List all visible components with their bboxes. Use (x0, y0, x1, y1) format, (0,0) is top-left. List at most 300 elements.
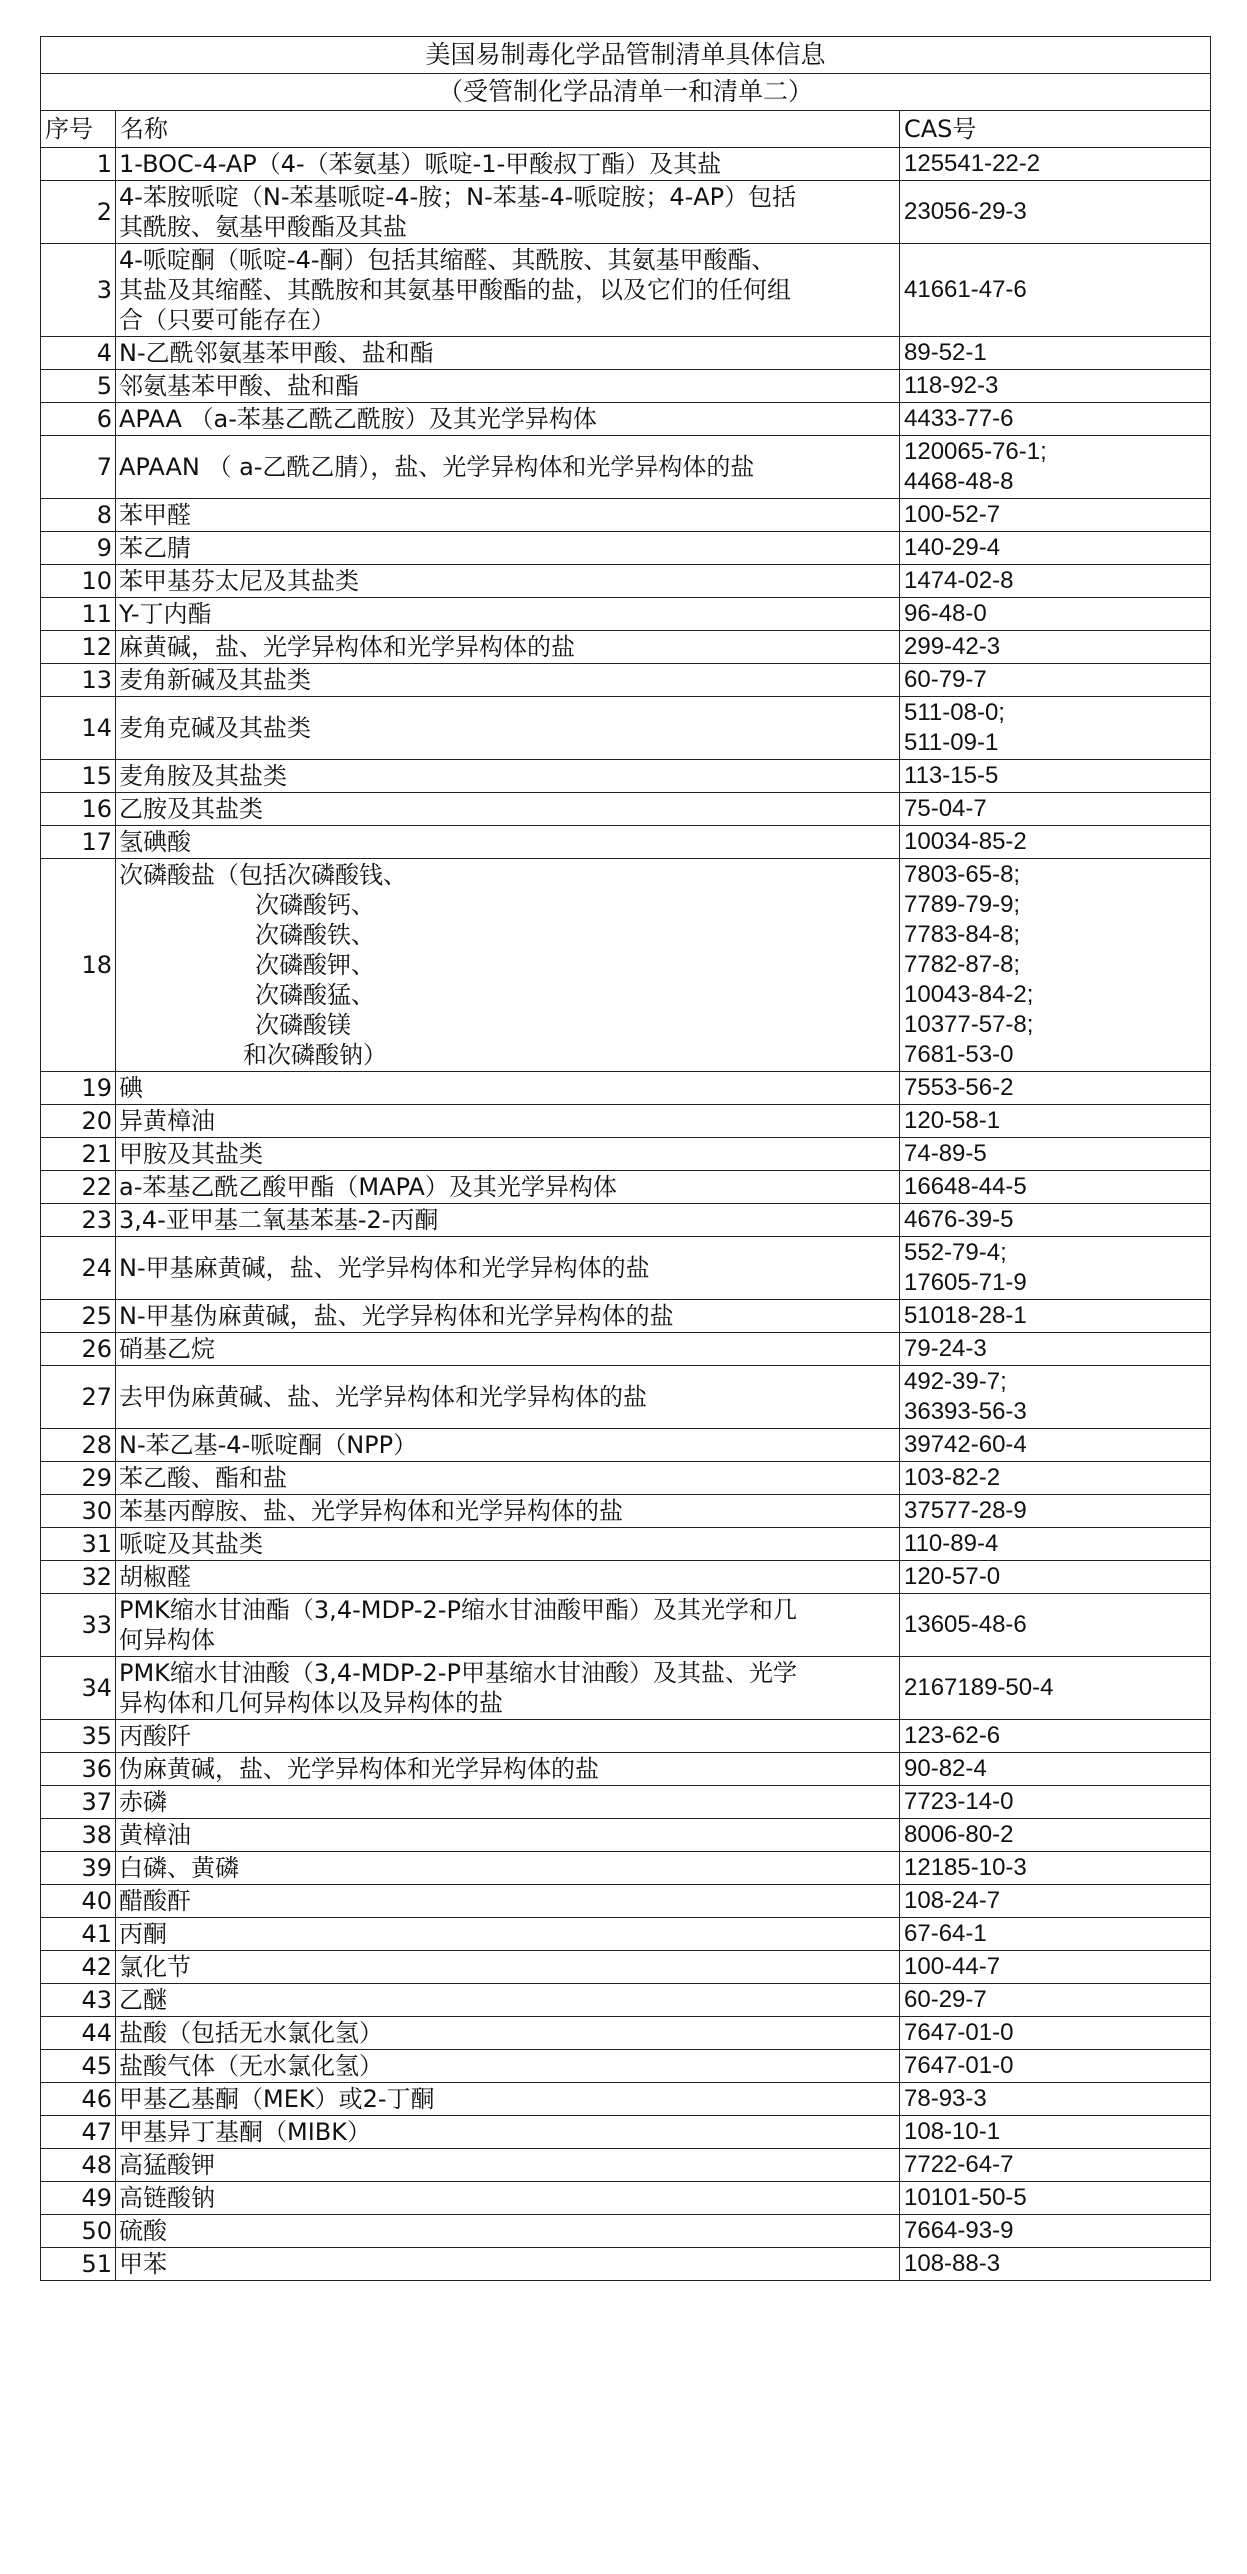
cas-number-line: 51018-28-1 (904, 1302, 1027, 1329)
cas-number-line: 7664-93-9 (904, 2217, 1014, 2244)
cas-number (900, 1237, 1211, 1300)
cas-number-line: 7803-65-8; (904, 861, 1021, 888)
row-number: 44 (41, 2017, 116, 2050)
cas-number (900, 499, 1211, 532)
chemical-name-line: 丙酮 (119, 1920, 167, 1948)
cas-number-line: 140-29-4 (904, 534, 1001, 561)
cas-number (900, 244, 1211, 337)
chemical-name-line: 甲基异丁基酮（MIBK） (119, 2118, 371, 2146)
cas-number-line: 8006-80-2 (904, 1821, 1014, 1848)
cas-number (900, 2182, 1211, 2215)
cas-number-line: 89-52-1 (904, 339, 987, 366)
row-number: 19 (41, 1072, 116, 1105)
table-row (41, 1462, 1211, 1495)
row-number: 39 (41, 1852, 116, 1885)
header-row (41, 111, 1211, 148)
chemical-name (116, 532, 900, 565)
table-row (41, 598, 1211, 631)
chemical-name (116, 1852, 900, 1885)
table-row (41, 148, 1211, 181)
chemical-name-line: 1-BOC-4-AP（4-（苯氨基）哌啶-1-甲酸叔丁酯）及其盐 (119, 150, 722, 178)
table-row (41, 2116, 1211, 2149)
chemical-name-line: 麦角胺及其盐类 (119, 762, 287, 790)
chemical-name-line: 次磷酸镁 (255, 1011, 351, 1039)
cas-number-line: 60-29-7 (904, 1986, 987, 2013)
row-number: 27 (41, 1366, 116, 1429)
cas-number (900, 2116, 1211, 2149)
table-row (41, 1333, 1211, 1366)
cas-number-line: 120-57-0 (904, 1563, 1001, 1590)
chemical-name-line: 硫酸 (119, 2217, 167, 2245)
row-number: 47 (41, 2116, 116, 2149)
row-number: 1 (41, 148, 116, 181)
cas-number-line: 492-39-7; (904, 1368, 1007, 1395)
row-number: 4 (41, 337, 116, 370)
row-number: 3 (41, 244, 116, 337)
cas-number-line: 75-04-7 (904, 795, 987, 822)
row-number: 11 (41, 598, 116, 631)
chemical-name-line: 苯乙腈 (119, 534, 191, 562)
chemical-name (116, 565, 900, 598)
chemical-name-line: 氯化节 (119, 1953, 191, 1981)
table-row (41, 565, 1211, 598)
chemical-name-line: 麻黄碱，盐、光学异构体和光学异构体的盐 (119, 633, 575, 661)
table-row (41, 2017, 1211, 2050)
table-row (41, 1594, 1211, 1657)
cas-number-line: 4468-48-8 (904, 468, 1014, 495)
cas-number (900, 793, 1211, 826)
header-no: 序号 (41, 111, 116, 148)
chemical-name-line: 和次磷酸钠） (243, 1041, 387, 1069)
row-number: 16 (41, 793, 116, 826)
table-row (41, 1105, 1211, 1138)
cas-number-line: 16648-44-5 (904, 1173, 1027, 1200)
cas-number-line: 78-93-3 (904, 2085, 987, 2112)
chemical-name (116, 2116, 900, 2149)
cas-number (900, 181, 1211, 244)
row-number: 35 (41, 1720, 116, 1753)
table-row (41, 1852, 1211, 1885)
row-number: 37 (41, 1786, 116, 1819)
chemical-name-line: 苯甲醛 (119, 501, 191, 529)
row-number: 8 (41, 499, 116, 532)
row-number: 41 (41, 1918, 116, 1951)
cas-number (900, 1105, 1211, 1138)
chemical-name-line: 次磷酸盐（包括次磷酸钱、 (119, 861, 407, 889)
cas-number-line: 113-15-5 (904, 762, 999, 789)
chemical-name-line: 丙酸阡 (119, 1722, 191, 1750)
table-title: 美国易制毒化学品管制清单具体信息 (41, 37, 1211, 74)
chemical-name-line: N-甲基麻黄碱，盐、光学异构体和光学异构体的盐 (119, 1254, 650, 1282)
row-number: 51 (41, 2248, 116, 2281)
table-row (41, 1561, 1211, 1594)
chemical-name-line: 乙胺及其盐类 (119, 795, 263, 823)
table-row (41, 532, 1211, 565)
chemical-name (116, 1561, 900, 1594)
row-number: 28 (41, 1429, 116, 1462)
table-row (41, 1138, 1211, 1171)
chemical-name (116, 181, 900, 244)
table-row (41, 1237, 1211, 1300)
row-number: 38 (41, 1819, 116, 1852)
chemical-name-line: 邻氨基苯甲酸、盐和酯 (119, 372, 359, 400)
row-number: 24 (41, 1237, 116, 1300)
chemical-name-line: PMK缩水甘油酸（3,4-MDP-2-P甲基缩水甘油酸）及其盐、光学 (119, 1659, 797, 1687)
chemical-name (116, 1951, 900, 1984)
row-number: 36 (41, 1753, 116, 1786)
cas-number-line: 118-92-3 (904, 372, 999, 399)
cas-number (900, 1528, 1211, 1561)
chemical-name (116, 337, 900, 370)
chemical-name (116, 499, 900, 532)
chemical-name (116, 2149, 900, 2182)
chemical-name-line: 盐酸（包括无水氯化氢） (119, 2019, 383, 2047)
chemical-name-line: APAAN （ a-乙酰乙腈），盐、光学异构体和光学异构体的盐 (119, 453, 755, 481)
cas-number-line: 90-82-4 (904, 1755, 987, 1782)
chemical-name-line: N-甲基伪麻黄碱，盐、光学异构体和光学异构体的盐 (119, 1302, 674, 1330)
cas-number (900, 532, 1211, 565)
chemical-name-line: 次磷酸猛、 (255, 981, 375, 1009)
table-row (41, 859, 1211, 1072)
chemical-name-line: 胡椒醛 (119, 1563, 191, 1591)
table-row (41, 1753, 1211, 1786)
cas-number-line: 10101-50-5 (904, 2184, 1027, 2211)
chemical-name-line: 高链酸钠 (119, 2184, 215, 2212)
cas-number-line: 39742-60-4 (904, 1431, 1027, 1458)
cas-number-line: 7783-84-8; (904, 921, 1021, 948)
cas-number-line: 7789-79-9; (904, 891, 1021, 918)
table-row (41, 1429, 1211, 1462)
row-number: 25 (41, 1300, 116, 1333)
cas-number (900, 1720, 1211, 1753)
table-row (41, 664, 1211, 697)
table-row (41, 631, 1211, 664)
cas-number (900, 1594, 1211, 1657)
row-number: 22 (41, 1171, 116, 1204)
chemical-name (116, 1918, 900, 1951)
chemical-name (116, 1720, 900, 1753)
cas-number-line: 2167189-50-4 (904, 1674, 1054, 1701)
cas-number-line: 511-08-0; (904, 699, 1005, 726)
header-cas: CAS号 (900, 111, 1211, 148)
chemical-name-line: 甲基乙基酮（MEK）或2-丁酮 (119, 2085, 435, 2113)
row-number: 31 (41, 1528, 116, 1561)
chemical-name-line: 盐酸气体（无水氯化氢） (119, 2052, 383, 2080)
cas-number-line: 299-42-3 (904, 633, 1001, 660)
table-row (41, 760, 1211, 793)
row-number: 45 (41, 2050, 116, 2083)
chemical-name-line: APAA （a-苯基乙酰乙酰胺）及其光学异构体 (119, 405, 597, 433)
table-row (41, 1204, 1211, 1237)
table-row (41, 2083, 1211, 2116)
cas-number (900, 1138, 1211, 1171)
chemical-name (116, 1819, 900, 1852)
chemical-name (116, 859, 900, 1072)
table-row (41, 1951, 1211, 1984)
chemical-name (116, 1594, 900, 1657)
chemical-name (116, 1072, 900, 1105)
row-number: 34 (41, 1657, 116, 1720)
chemical-name-line: 麦角新碱及其盐类 (119, 666, 311, 694)
chemical-name-line: 次磷酸钾、 (255, 951, 375, 979)
chemical-name (116, 697, 900, 760)
table-row (41, 1657, 1211, 1720)
chemical-name (116, 370, 900, 403)
table-row (41, 1918, 1211, 1951)
chemical-name (116, 1495, 900, 1528)
cas-number (900, 148, 1211, 181)
table-row (41, 2182, 1211, 2215)
cas-number-line: 100-52-7 (904, 501, 1001, 528)
cas-number-line: 123-62-6 (904, 1722, 1001, 1749)
chemical-name (116, 403, 900, 436)
chemical-name (116, 1171, 900, 1204)
cas-number (900, 859, 1211, 1072)
row-number: 42 (41, 1951, 116, 1984)
cas-number-line: 108-10-1 (904, 2118, 1001, 2145)
cas-number-line: 67-64-1 (904, 1920, 987, 1947)
cas-number-line: 7681-53-0 (904, 1041, 1014, 1068)
chemical-name (116, 2248, 900, 2281)
cas-number-line: 7647-01-0 (904, 2052, 1014, 2079)
chemical-name (116, 1204, 900, 1237)
chemical-name (116, 1753, 900, 1786)
cas-number (900, 2050, 1211, 2083)
cas-number (900, 1951, 1211, 1984)
chemical-name-line: 合（只要可能存在） (119, 306, 335, 334)
cas-number (900, 370, 1211, 403)
chemical-name-line: 去甲伪麻黄碱、盐、光学异构体和光学异构体的盐 (119, 1383, 647, 1411)
table-row (41, 1300, 1211, 1333)
chemical-name (116, 1138, 900, 1171)
row-number: 12 (41, 631, 116, 664)
chemical-name (116, 2050, 900, 2083)
row-number: 48 (41, 2149, 116, 2182)
cas-number (900, 2017, 1211, 2050)
cas-number-line: 7553-56-2 (904, 1074, 1014, 1101)
cas-number-line: 1474-02-8 (904, 567, 1014, 594)
chemical-name-line: a-苯基乙酰乙酸甲酯（MAPA）及其光学异构体 (119, 1173, 617, 1201)
table-row (41, 826, 1211, 859)
chemical-name (116, 598, 900, 631)
chemical-name (116, 1237, 900, 1300)
chemical-name (116, 148, 900, 181)
row-number: 15 (41, 760, 116, 793)
row-number: 33 (41, 1594, 116, 1657)
chemical-name-line: 硝基乙烷 (119, 1335, 215, 1363)
row-number: 7 (41, 436, 116, 499)
table-row (41, 2149, 1211, 2182)
row-number: 23 (41, 1204, 116, 1237)
table-row (41, 244, 1211, 337)
table-row (41, 2248, 1211, 2281)
row-number: 26 (41, 1333, 116, 1366)
table-row (41, 1819, 1211, 1852)
table-row (41, 499, 1211, 532)
cas-number (900, 1333, 1211, 1366)
table-row (41, 370, 1211, 403)
chemical-name-line: 黄樟油 (119, 1821, 191, 1849)
cas-number (900, 664, 1211, 697)
cas-number-line: 41661-47-6 (904, 276, 1027, 303)
table-row (41, 2215, 1211, 2248)
chemical-list-table (40, 36, 1211, 2281)
row-number: 46 (41, 2083, 116, 2116)
chemical-name-line: 哌啶及其盐类 (119, 1530, 263, 1558)
cas-number (900, 1171, 1211, 1204)
cas-number (900, 403, 1211, 436)
row-number: 10 (41, 565, 116, 598)
chemical-name (116, 664, 900, 697)
table-row (41, 1984, 1211, 2017)
chemical-name-line: PMK缩水甘油酯（3,4-MDP-2-P缩水甘油酸甲酯）及其光学和几 (119, 1596, 797, 1624)
chemical-name-line: 甲胺及其盐类 (119, 1140, 263, 1168)
table-row (41, 1885, 1211, 1918)
cas-number-line: 13605-48-6 (904, 1611, 1027, 1638)
chemical-name (116, 631, 900, 664)
chemical-name (116, 760, 900, 793)
chemical-name-line: 其盐及其缩醛、其酰胺和其氨基甲酸酯的盐，以及它们的任何组 (119, 276, 791, 304)
chemical-name (116, 2215, 900, 2248)
chemical-name-line: 苯乙酸、酯和盐 (119, 1464, 287, 1492)
cas-number (900, 826, 1211, 859)
cas-number (900, 1657, 1211, 1720)
row-number: 30 (41, 1495, 116, 1528)
chemical-name-line: 异黄樟油 (119, 1107, 215, 1135)
cas-number-line: 12185-10-3 (904, 1854, 1027, 1881)
chemical-name (116, 244, 900, 337)
cas-number (900, 1819, 1211, 1852)
chemical-name-line: 3,4-亚甲基二氧基苯基-2-丙酮 (119, 1206, 439, 1234)
cas-number-line: 96-48-0 (904, 600, 987, 627)
table-row (41, 181, 1211, 244)
row-number: 32 (41, 1561, 116, 1594)
chemical-name-line: 苯基丙醇胺、盐、光学异构体和光学异构体的盐 (119, 1497, 623, 1525)
cas-number-line: 120065-76-1; (904, 438, 1047, 465)
row-number: 21 (41, 1138, 116, 1171)
chemical-name-line: 4-苯胺哌啶（N-苯基哌啶-4-胺；N-苯基-4-哌啶胺；4-AP）包括 (119, 183, 797, 211)
table-subtitle: （受管制化学品清单一和清单二） (41, 74, 1211, 111)
chemical-name (116, 1657, 900, 1720)
chemical-name-line: 次磷酸铁、 (255, 921, 375, 949)
cas-number-line: 100-44-7 (904, 1953, 1001, 1980)
cas-number (900, 337, 1211, 370)
subtitle-row (41, 74, 1211, 111)
chemical-name-line: 麦角克碱及其盐类 (119, 714, 311, 742)
cas-number-line: 511-09-1 (904, 729, 999, 756)
table-row (41, 1528, 1211, 1561)
chemical-name-line: 碘 (119, 1074, 143, 1102)
row-number: 29 (41, 1462, 116, 1495)
chemical-name-line: 白磷、黄磷 (119, 1854, 239, 1882)
cas-number-line: 4433-77-6 (904, 405, 1014, 432)
cas-number-line: 74-89-5 (904, 1140, 987, 1167)
cas-number (900, 1753, 1211, 1786)
cas-number (900, 1852, 1211, 1885)
cas-number-line: 108-88-3 (904, 2250, 1001, 2277)
cas-number (900, 1495, 1211, 1528)
cas-number (900, 1561, 1211, 1594)
cas-number-line: 125541-22-2 (904, 150, 1041, 177)
row-number: 13 (41, 664, 116, 697)
chemical-name-line: 异构体和几何异构体以及异构体的盐 (119, 1689, 503, 1717)
table-row (41, 1072, 1211, 1105)
cas-number (900, 1429, 1211, 1462)
cas-number-line: 108-24-7 (904, 1887, 1001, 1914)
cas-number-line: 110-89-4 (904, 1530, 999, 1557)
cas-number-line: 7782-87-8; (904, 951, 1021, 978)
cas-number (900, 2083, 1211, 2116)
row-number: 5 (41, 370, 116, 403)
chemical-name (116, 436, 900, 499)
chemical-name (116, 1333, 900, 1366)
cas-number-line: 4676-39-5 (904, 1206, 1014, 1233)
cas-number-line: 103-82-2 (904, 1464, 1001, 1491)
cas-number (900, 2248, 1211, 2281)
cas-number (900, 565, 1211, 598)
chemical-name-line: 高猛酸钾 (119, 2151, 215, 2179)
row-number: 50 (41, 2215, 116, 2248)
chemical-name (116, 793, 900, 826)
table-row (41, 337, 1211, 370)
cas-number (900, 1204, 1211, 1237)
chemical-name (116, 1366, 900, 1429)
chemical-name-line: 次磷酸钙、 (255, 891, 375, 919)
chemical-name (116, 1429, 900, 1462)
chemical-name (116, 1528, 900, 1561)
cas-number-line: 10043-84-2; (904, 981, 1034, 1008)
cas-number-line: 7722-64-7 (904, 2151, 1014, 2178)
chemical-name (116, 1984, 900, 2017)
row-number: 17 (41, 826, 116, 859)
cas-number-line: 79-24-3 (904, 1335, 987, 1362)
chemical-name-line: 氢碘酸 (119, 828, 191, 856)
table-row (41, 436, 1211, 499)
cas-number-line: 10377-57-8; (904, 1011, 1034, 1038)
cas-number-line: 23056-29-3 (904, 198, 1027, 225)
table-row (41, 1786, 1211, 1819)
chemical-name (116, 2017, 900, 2050)
table-row (41, 403, 1211, 436)
cas-number (900, 2149, 1211, 2182)
chemical-name-line: 赤磷 (119, 1788, 167, 1816)
chemical-name-line: 甲苯 (119, 2250, 167, 2278)
chemical-name-line: 乙醚 (119, 1986, 167, 2014)
cas-number-line: 120-58-1 (904, 1107, 1001, 1134)
chemical-name (116, 1462, 900, 1495)
chemical-name-line: N-乙酰邻氨基苯甲酸、盐和酯 (119, 339, 434, 367)
row-number: 18 (41, 859, 116, 1072)
cas-number (900, 697, 1211, 760)
row-number: 40 (41, 1885, 116, 1918)
row-number: 14 (41, 697, 116, 760)
table-row (41, 2050, 1211, 2083)
cas-number-line: 10034-85-2 (904, 828, 1027, 855)
cas-number (900, 1984, 1211, 2017)
table-row (41, 1495, 1211, 1528)
cas-number-line: 60-79-7 (904, 666, 987, 693)
chemical-name-line: 醋酸酐 (119, 1887, 191, 1915)
cas-number-line: 17605-71-9 (904, 1269, 1027, 1296)
chemical-name-line: 苯甲基芬太尼及其盐类 (119, 567, 359, 595)
chemical-name-line: 何异构体 (119, 1626, 215, 1654)
row-number: 20 (41, 1105, 116, 1138)
table-row (41, 1366, 1211, 1429)
cas-number (900, 1786, 1211, 1819)
cas-number-line: 7647-01-0 (904, 2019, 1014, 2046)
cas-number-line: 7723-14-0 (904, 1788, 1014, 1815)
chemical-name-line: N-苯乙基-4-哌啶酮（NPP） (119, 1431, 418, 1459)
